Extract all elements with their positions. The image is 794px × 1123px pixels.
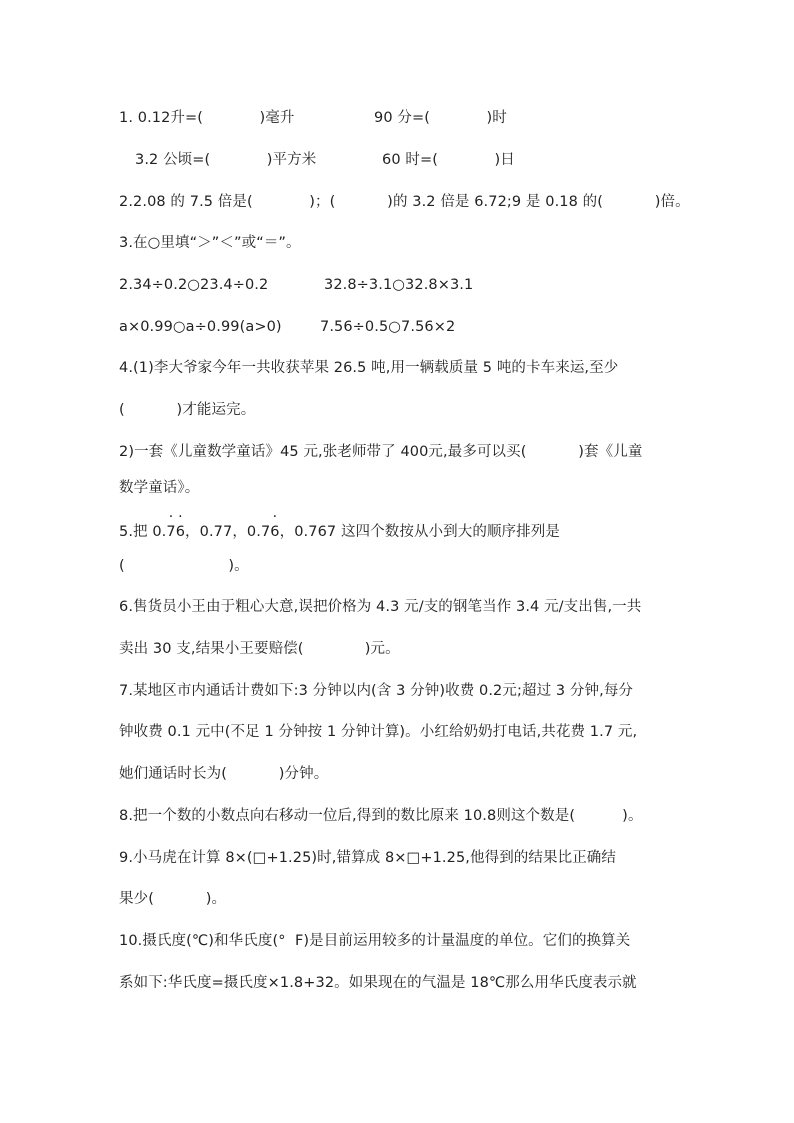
q9-text: 9.小马虎在计算 8×(□+1.25)时,错算成 8×□+1.25,他得到的结果比正确结: [119, 850, 617, 866]
q8-text: 8.把一个数的小数点向右移动一位后,得到的数比原来 10.8则这个数是( )。: [119, 808, 643, 824]
q4-part1: 4.(1)李大爷家今年一共收获苹果 26.5 吨,用一辆载质量 5 吨的卡车来运,至少: [119, 360, 619, 376]
q5-repeat-digit: · 6: [176, 522, 185, 542]
q10-text: 10.摄氏度(℃)和华氏度(° F)是目前运用较多的计量温度的单位。它们的换算关: [119, 933, 631, 949]
q3-compare-2: 32.8÷3.1○32.8×3.1: [324, 277, 474, 293]
q5-answer: ( )。: [119, 558, 249, 574]
q5-text: [119, 522, 560, 542]
q10-cont: 系如下:华氏度=摄氏度×1.8+32。如果现在的气温是 18℃那么用华氏度表示就: [119, 975, 637, 991]
q5-middle: ，0.77，0.7: [185, 524, 271, 540]
q1-hours: 90 分=( )时: [374, 110, 507, 126]
q7-answer: 她们通话时长为( )分钟。: [119, 766, 329, 782]
q4-part2: 2)一套《儿童数学童话》45 元,张老师带了 400元,最多可以买( )套《儿童: [119, 444, 643, 460]
q2-text: 2.2.08 的 7.5 倍是( )；( )的 3.2 倍是 6.72;9 是 0.18 的( )倍。: [119, 194, 690, 210]
q4-part1-answer: ( )才能运完。: [119, 402, 256, 418]
q4-part2-cont: 数学童话》。: [119, 480, 200, 496]
q7-text: 7.某地区市内通话计费如下:3 分钟以内(含 3 分钟)收费 0.2元;超过 3 分钟,每分: [119, 683, 634, 699]
q9-cont: 果少( )。: [119, 891, 227, 907]
q7-cont: 钟收费 0.1 元中(不足 1 分钟按 1 分钟计算)。小红给奶奶打电话,共花费 1.7 元,: [119, 724, 638, 740]
q1-square-meters: 3.2 公顷=( )平方米: [135, 152, 317, 168]
q3-compare-4: 7.56÷0.5○7.56×2: [320, 319, 456, 335]
q6-text: 6.售货员小王由于粗心大意,误把价格为 4.3 元/支的钢笔当作 3.4 元/支出售,一共: [119, 599, 642, 615]
q6-cont: 卖出 30 支,结果小王要赔偿( )元。: [119, 641, 400, 657]
q5-prefix: 5.把 0.: [119, 524, 167, 540]
q5-suffix: ，0.767 这四个数按从小到大的顺序排列是: [279, 524, 560, 540]
q3-compare-3: a×0.99○a÷0.99(a>0): [119, 319, 282, 335]
q1-milliliter: 1. 0.12升=( )毫升: [119, 110, 295, 126]
q5-repeat-digit: · 6: [270, 522, 279, 542]
q1-days: 60 时=( )日: [382, 152, 515, 168]
q3-compare-1: 2.34÷0.2○23.4÷0.2: [119, 277, 269, 293]
q5-repeat-digit: · 7: [166, 522, 175, 542]
q3-instruction: 3.在○里填“＞”＜”或“＝”。: [119, 235, 301, 251]
